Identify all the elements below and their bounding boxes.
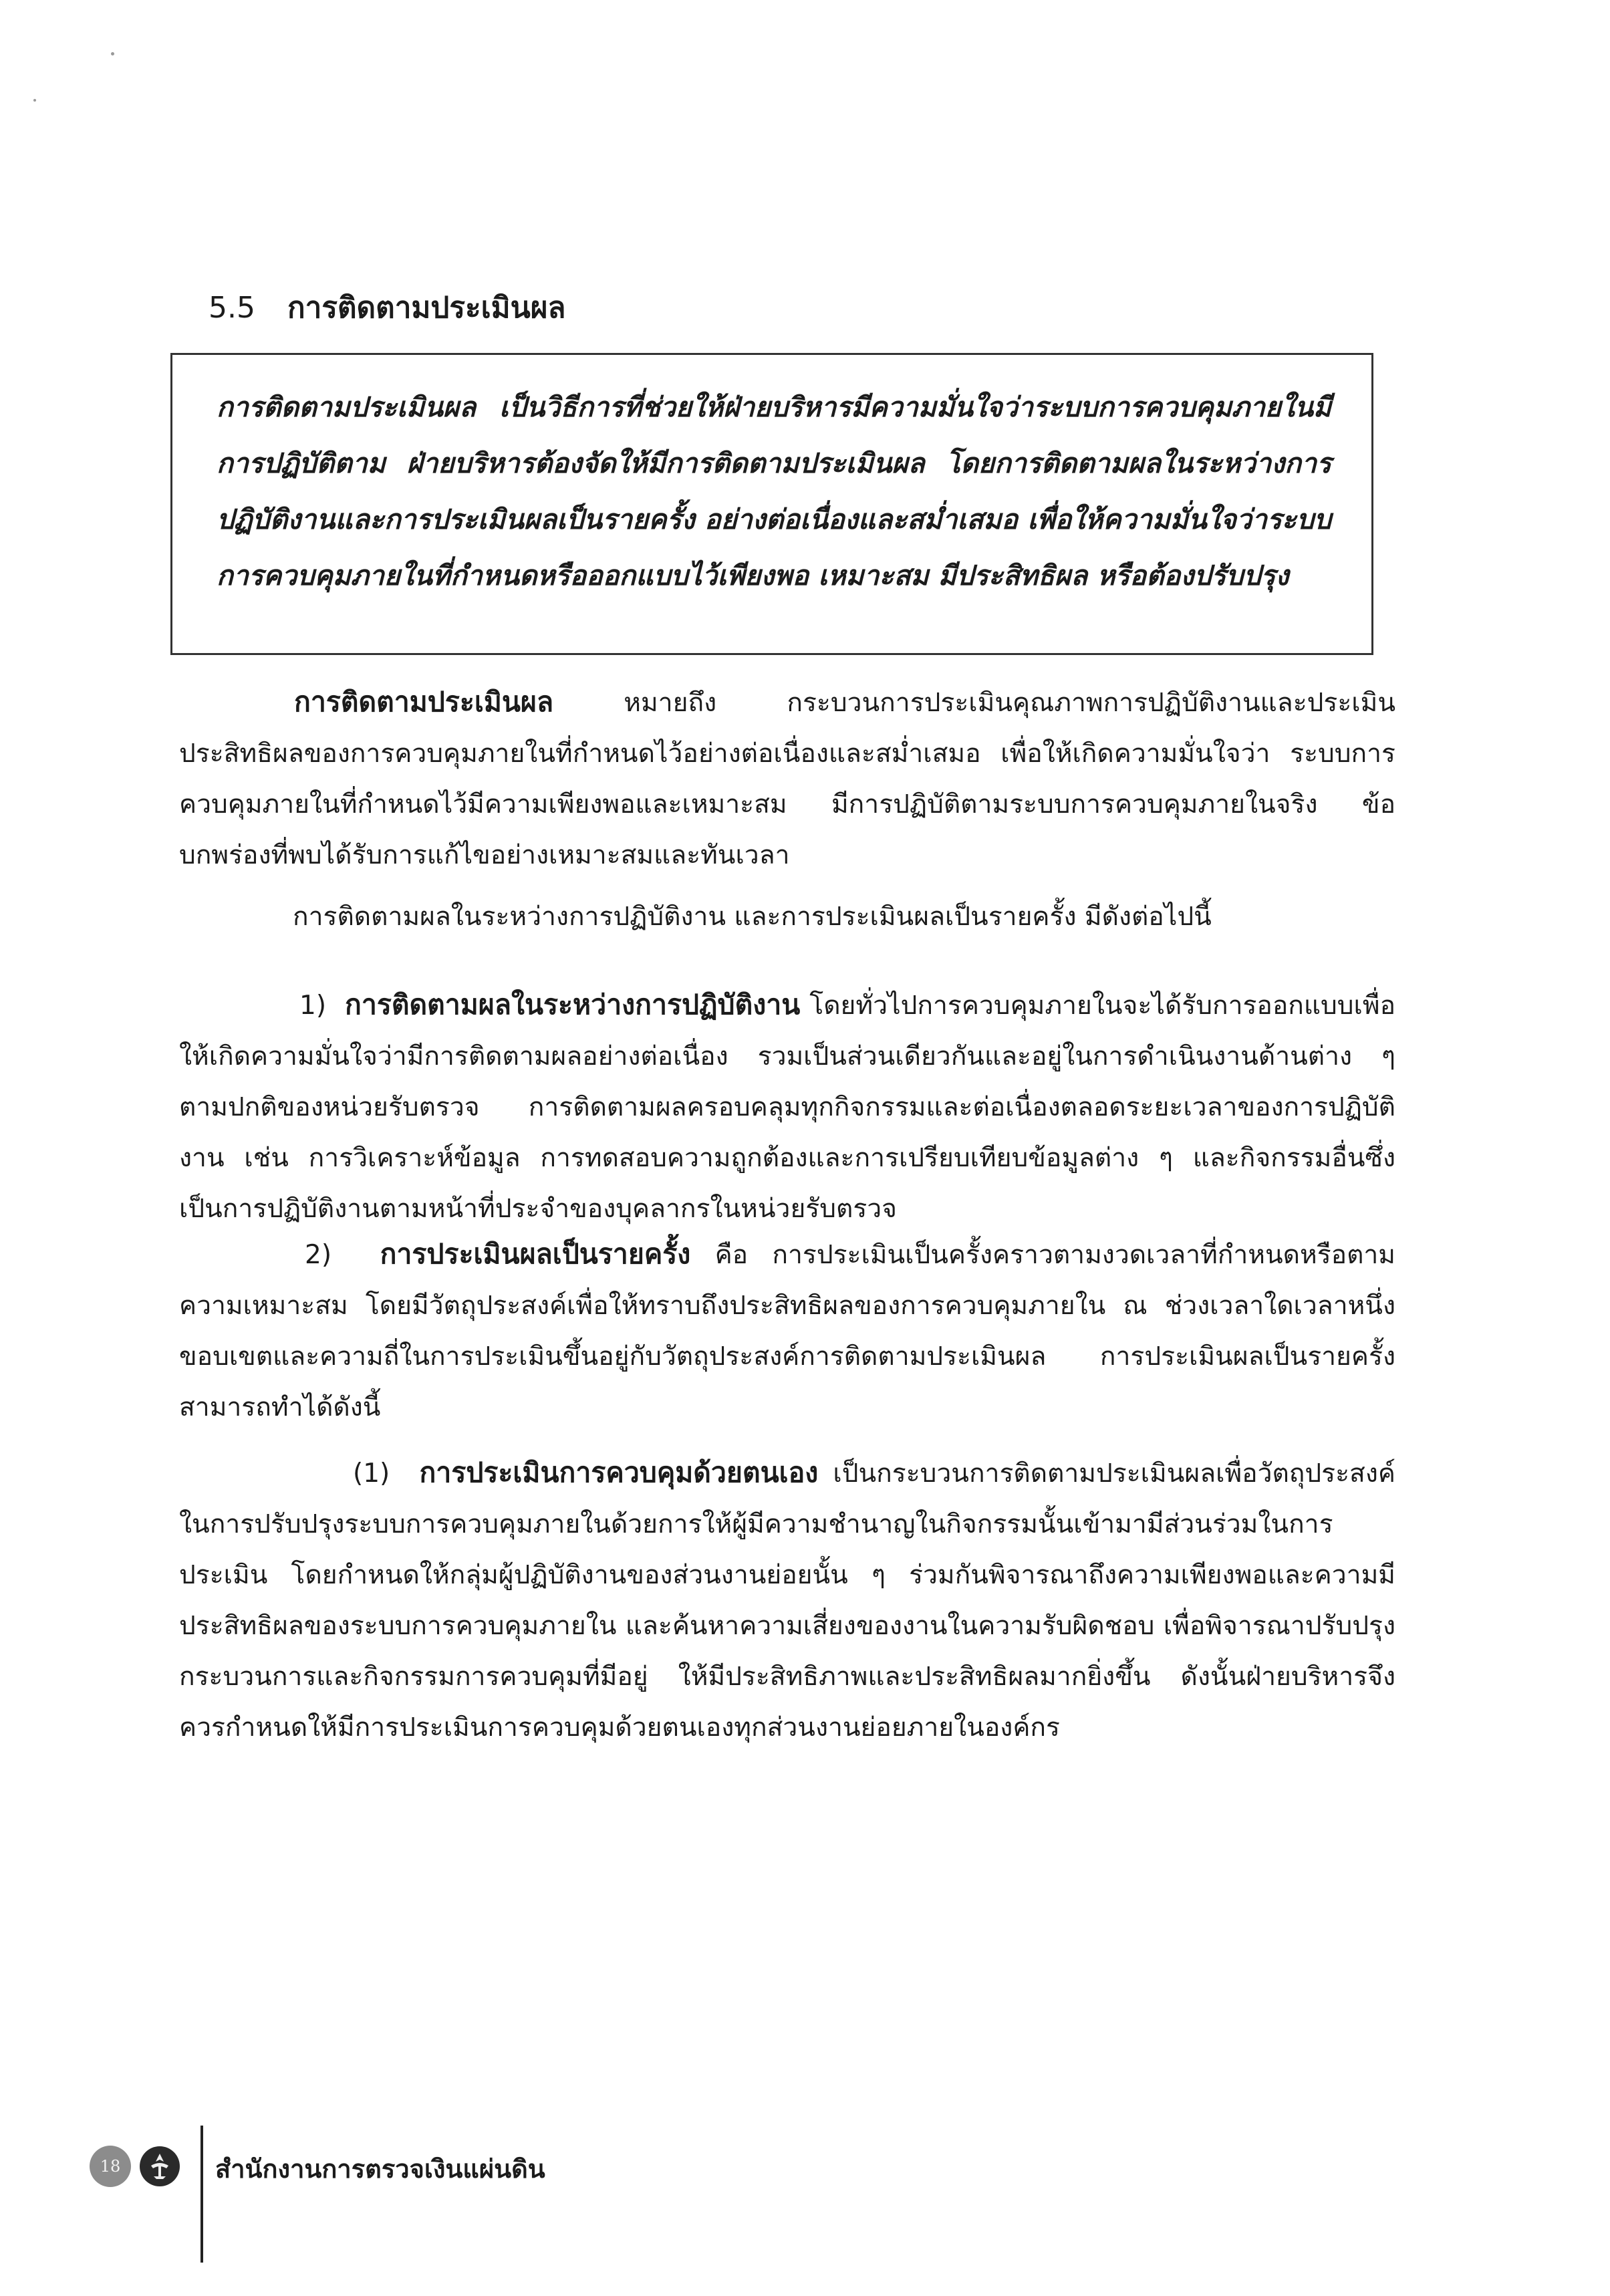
paragraph-text: การติดตามผลในระหว่างการปฏิบัติงาน และการประเมินผลเป็นรายครั้ง มีดังต่อไปนี้: [293, 902, 1212, 932]
paragraph-subitem-1: [179, 1447, 1395, 1753]
scan-speck: [33, 99, 36, 102]
paragraph-text: คือ การประเมินเป็นครั้งคราวตามงวดเวลาที่กำหนดหรือตามความเหมาะสม โดยมีวัตถุประสงค์เพื่อให้ทราบถึงประสิทธิผลของการควบคุมภายใน ณ ช่วงเวลาใดเวลาหนึ่ง ขอบเขตและความถี่ในการประเมินขึ้นอยู่กับวัตถุประสงค์การติดตามประเมินผล การประเมินผลเป็นรายครั้งสามารถทำได้ดังนี้: [179, 1240, 1395, 1422]
section-title: การติดตามประเมินผล: [287, 291, 566, 325]
section-heading: [209, 284, 565, 331]
footer-divider: [200, 2126, 203, 2263]
scan-speck: [111, 52, 114, 55]
summary-box: [170, 353, 1373, 655]
summary-text: การติดตามประเมินผล เป็นวิธีการที่ช่วยให้ฝ่ายบริหารมีความมั่นใจว่าระบบการควบคุมภายในมีการปฏิบัติตาม ฝ่ายบริหารต้องจัดให้มีการติดตามประเมินผล โดยการติดตามผลในระหว่างการปฏิบัติงานและการประเมินผลเป็นรายครั้ง อย่างต่อเนื่องและสม่ำเสมอ เพื่อให้ความมั่นใจว่าระบบการควบคุมภายในที่กำหนดหรือออกแบบไว้เพียงพอ เหมาะสม มีประสิทธิผล หรือต้องปรับปรุง: [217, 391, 1331, 592]
paragraph-intro: [179, 892, 1395, 942]
paragraph-term: การประเมินการควบคุมด้วยตนเอง: [419, 1456, 819, 1489]
paragraph-text: เป็นกระบวนการติดตามประเมินผลเพื่อวัตถุประสงค์ในการปรับปรุงระบบการควบคุมภายในด้วยการให้ผู้มีความชำนาญในกิจกรรมนั้นเข้ามามีส่วนร่วมในการประเมิน โดยกำหนดให้กลุ่มผู้ปฏิบัติงานของส่วนงานย่อยนั้น ๆ ร่วมกันพิจารณาถึงความเพียงพอและความมีประสิทธิผลของระบบการควบคุมภายใน และค้นหาความเสี่ยงของงานในความรับผิดชอบ เพื่อพิจารณาปรับปรุงกระบวนการและกิจกรรมการควบคุมที่มีอยู่ ให้มีประสิทธิภาพและประสิทธิผลมากยิ่งขึ้น ดังนั้นฝ่ายบริหารจึงควรกำหนดให้มีการประเมินการควบคุมด้วยตนเองทุกส่วนงานย่อยภายในองค์กร: [179, 1458, 1395, 1743]
section-number: 5.5: [209, 291, 255, 325]
paragraph-text: โดยทั่วไปการควบคุมภายในจะได้รับการออกแบบเพื่อให้เกิดความมั่นใจว่ามีการติดตามผลอย่างต่อเนื่อง รวมเป็นส่วนเดียวกันและอยู่ในการดำเนินงานด้านต่าง ๆ ตามปกติของหน่วยรับตรวจ การติดตามผลครอบคลุมทุกกิจกรรมและต่อเนื่องตลอดระยะเวลาของการปฏิบัติงาน เช่น การวิเคราะห์ข้อมูล การทดสอบความถูกต้องและการเปรียบเทียบข้อมูลต่าง ๆ และกิจกรรมอื่นซึ่งเป็นการปฏิบัติงานตามหน้าที่ประจำของบุคลากรในหน่วยรับตรวจ: [179, 991, 1396, 1224]
paragraph-term: การติดตามผลในระหว่างการปฏิบัติงาน: [345, 989, 801, 1021]
page-number: 18: [90, 2146, 131, 2187]
paragraph-definition: [179, 676, 1395, 881]
paragraph-term: การประเมินผลเป็นรายครั้ง: [380, 1238, 691, 1270]
paragraph-item-2: [179, 1229, 1395, 1433]
item-number: 1): [299, 991, 327, 1021]
emblem-icon: [139, 2146, 180, 2187]
footer-organization: สำนักงานการตรวจเงินแผ่นดิน: [215, 2154, 545, 2184]
paragraph-item-1: [179, 979, 1395, 1235]
item-number: (1): [353, 1458, 390, 1489]
paragraph-term: การติดตามประเมินผล: [294, 686, 554, 718]
item-number: 2): [305, 1240, 332, 1270]
paragraph-text: หมายถึง กระบวนการประเมินคุณภาพการปฏิบัติงานและประเมินประสิทธิผลของการควบคุมภายในที่กำหนดไว้อย่างต่อเนื่องและสม่ำเสมอ เพื่อให้เกิดความมั่นใจว่า ระบบการควบคุมภายในที่กำหนดไว้มีความเพียงพอและเหมาะสม มีการปฏิบัติตามระบบการควบคุมภายในจริง ข้อบกพร่องที่พบได้รับการแก้ไขอย่างเหมาะสมและทันเวลา: [179, 688, 1395, 870]
